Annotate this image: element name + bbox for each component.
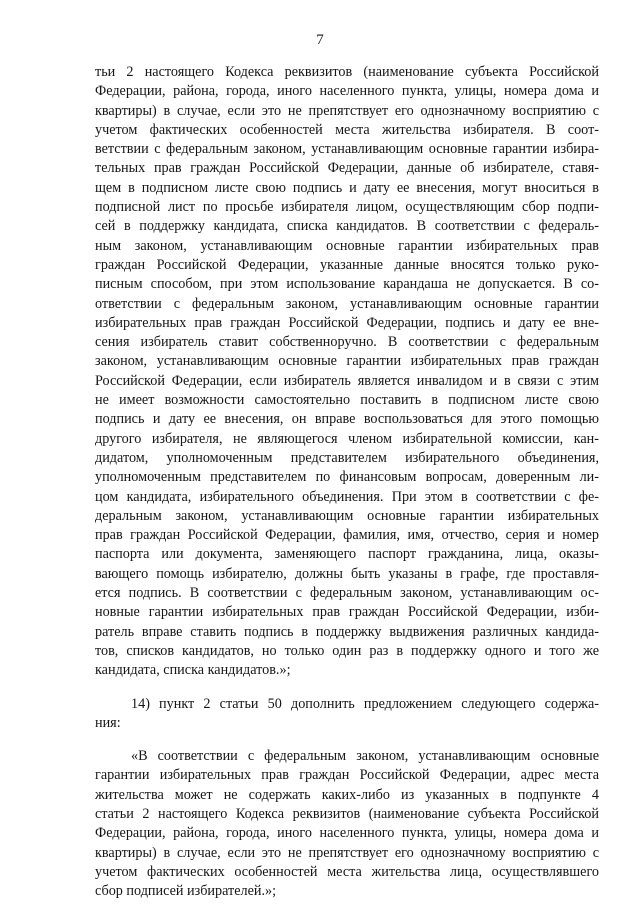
text-line: сей в поддержку кандидата, списка кандидатов. В соответствии с федераль- — [95, 218, 599, 235]
text-line: ния: — [95, 714, 121, 731]
text-line: учетом фактических особенностей места жительства лица, осуществлявшего — [95, 863, 599, 880]
document-body — [95, 63, 599, 901]
text-line: избирательных прав граждан Российской Федерации, подпись и дату ее вне- — [95, 314, 599, 331]
text-line: подписной лист по просьбе избирателя лицом, осуществляющим сбор подпи- — [95, 199, 599, 216]
paragraph-gap — [95, 681, 599, 695]
text-line: другого избирателя, не являющегося членом избирательной комиссии, кан- — [95, 430, 599, 447]
text-line: законом, устанавливающим основные гарантии избирательных прав граждан — [95, 353, 599, 370]
text-line: тельных прав граждан Российской Федерации, данные об избирателе, ставя- — [95, 160, 599, 177]
text-line: гарантии избирательных прав граждан Российской Федерации, адрес места — [95, 767, 599, 784]
page-number: 7 — [316, 32, 324, 48]
text-line: сбор подписей избирателей.»; — [95, 883, 277, 900]
text-line: ратель вправе ставить подпись в поддержку выдвижения различных кандида- — [95, 623, 599, 640]
text-line: Российской Федерации, если избиратель является инвалидом и в связи с этим — [95, 372, 599, 389]
text-line: ется подпись. В соответствии с федеральным законом, устанавливающим ос- — [95, 585, 599, 602]
paragraph-amendment-14 — [95, 695, 599, 734]
text-line: ответствии с федеральным законом, устанавливающим основные гарантии — [95, 295, 599, 312]
text-line: сения избиратель ставит собственноручно. В соответствии с федеральным — [95, 334, 599, 351]
text-line: 14) пункт 2 статьи 50 дополнить предложением следующего содержа- — [131, 695, 599, 712]
paragraph-continuation — [95, 63, 599, 681]
text-line: Федерации, района, города, иного населенного пункта, улицы, номера дома и — [95, 83, 599, 100]
text-line: не имеет возможности самостоятельно поставить в подписном листе свою — [95, 392, 599, 409]
text-line: Федерации, района, города, иного населенного пункта, улицы, номера дома и — [95, 825, 599, 842]
paragraph-quoted-text — [95, 747, 599, 901]
text-line: ным законом, устанавливающим основные гарантии избирательных прав — [95, 237, 599, 254]
text-line: жительства может не содержать каких-либо из указанных в подпункте 4 — [95, 786, 599, 803]
text-line: дидатом, уполномоченным представителем избирательного объединения, — [95, 449, 599, 466]
text-line: деральным законом, устанавливающим основные гарантии избирательных — [95, 507, 599, 524]
text-line: тьи 2 настоящего Кодекса реквизитов (наименование субъекта Российской — [95, 64, 599, 80]
text-line: квартиры) в случае, если это не препятствует его однозначному восприятию с — [95, 844, 599, 861]
paragraph-gap — [95, 733, 599, 747]
text-line: кандидата, списка кандидатов.»; — [95, 662, 291, 679]
text-line: подпись и дату ее внесения, он вправе воспользоваться для этого помощью — [95, 411, 599, 428]
text-line: «В соответствии с федеральным законом, устанавливающим основные — [131, 748, 599, 765]
text-line: вающего помощь избирателю, должны быть указаны в графе, где проставля- — [95, 565, 599, 582]
text-line: статьи 2 настоящего Кодекса реквизитов (наименование субъекта Российской — [95, 805, 599, 822]
text-line: квартиры) в случае, если это не препятствует его однозначному восприятию с — [95, 102, 599, 119]
text-line: учетом фактических особенностей места жительства избирателя. В соот- — [95, 121, 599, 138]
text-line: писным способом, при этом использование карандаша не допускается. В со- — [95, 276, 599, 293]
text-line: паспорта или документа, заменяющего паспорт гражданина, лица, оказы- — [95, 546, 599, 563]
text-line: щем в подписном листе свою подпись и дату ее внесения, могут вноситься в — [95, 179, 599, 196]
text-line: тов, списков кандидатов, но только один раз в поддержку одного и того же — [95, 642, 599, 659]
text-line: граждан Российской Федерации, указанные данные вносятся только руко- — [95, 256, 599, 273]
text-line: ветствии с федеральным законом, устанавливающим основные гарантии избира- — [95, 141, 599, 158]
text-line: уполномоченным представителем по финансовым вопросам, доверенным ли- — [95, 469, 599, 486]
text-line: прав граждан Российской Федерации, фамилия, имя, отчество, серия и номер — [95, 527, 599, 544]
text-line: цом кандидата, избирательного объединения. При этом в соответствии с фе- — [95, 488, 599, 505]
text-line: новные гарантии избирательных прав граждан Российской Федерации, изби- — [95, 604, 599, 621]
